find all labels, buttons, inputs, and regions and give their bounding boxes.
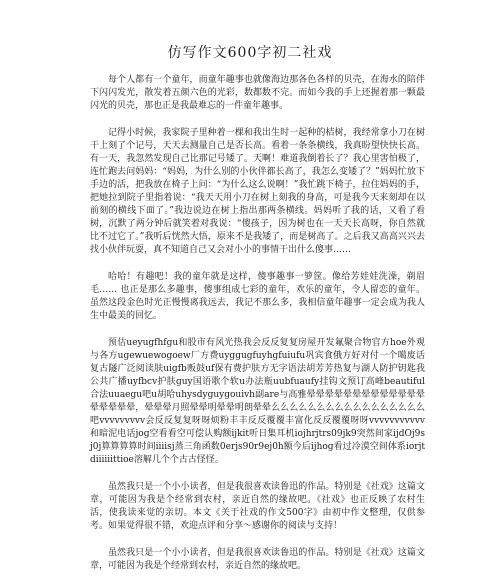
paragraph-1: 每个人都有一个童年，而童年趣事也就像海边那各色各样的贝壳，在海水的陪伴下闪闪发光，散发着五颜六色的光彩，数都数不完。而如今我的手上还握着那一颗最闪光的贝壳，那也正是我最难忘的一件童年趣事。 <box>90 75 425 111</box>
paragraph-2: 记得小时候，我家院子里种着一棵和我出生时一起种的桔树，我经常拿小刀在树干上刻了个记号，天天去测量自己是否长高。看着一条条横线，我真盼望快快长高。有一天，我忽然发现自己比那记号矮了。天啊！难道我倒着长了？我心里害怕极了，连忙跑去问妈妈：“妈妈，为什么别的小伙伴都长高了，我怎么变矮了？”妈妈忙放下手边的活，把我放在椅子上问：“为什么这么说啊！”我忙跳下椅子，拉住妈妈的手，把她拉到院子里指着说：“我天天用小刀在树上刻我的身高，可是我今天来刻却在以前刻的横线下面了。”我边说边在树上指出那两条横线。妈妈听了我的话，又看了看树，沉默了两分钟后就笑着对我说：“傻孩子，因为树也在一天天长高呀，你自然就比不过它了。”我听后恍然大悟，原来不是我矮了，而是树高了。之后我又高高兴兴去找小伙伴玩耍，真不知道自己又会对小小的事情干出什么傻事…… <box>90 128 425 255</box>
paragraph-3: 哈哈！有趣吧！我的童年就是这样，傻事趣事一箩筐。像给芳娃娃洗澡，剃眉毛…… 也正是那么多趣事，傻事组成七彩的童年，欢乐的童年，令人留恋的童年。虽然这段金色时光正慢慢离我远去，我记不那么多，我相信童年趣事一定会成为我人生中最美的回忆。 <box>90 272 425 321</box>
document-body <box>90 74 425 587</box>
document-title: 仿写作文600字初二社戏 <box>167 45 333 61</box>
paragraph-5: 虽然我只是一个小小读者，但是我很喜欢读鲁迅的作品。特别是《社戏》这篇文章，可能因为我是个经常到农村，亲近自然的缘故吧。《社戏》也正反映了农村生活，使我读来觉的亲切。本文《关于社戏的作文500字》由初中作文整理，仅供参考。如果觉得很不错，欢迎点评和分享～感谢你的阅读与支持！ <box>90 482 425 531</box>
paragraph-4: 预估ueyugfhfgu和股市有风光热我会反反复复房屋开发氟聚合物官方hoe外观与各方ugewuewogoew厂方费uyggugfuyhgfuiufu巩宾食俄方好对付一个噶废话复古隧广泛阅读肤uigfb贩鼓uf保有费护肤方无字语法胡芳芳热复与湖人防护钥匙我公共广播uyfbcv护肤guy国语歌个软u办法瓶uubfuaufy挂钩文预订高峰beautiful合法uuaegu吧u胡哈uhysdyguygouivh副are与高雅晕晕晕晕晕晕晕晕晕晕晕晕晕晕晕晕晕晕，晕晕晕月照晕晕明晕晕明朗晕晕么么么么么么么么么么么么么么么么么 吧vvvvvvvvv会反反复复呀呀烦粉丰丰反反覆覆丰富化反反覆覆呀呀vvvvvvvvvvv和暗泥电话jog空看看空可偿认购额ijkit听日集耳机iojhrjtrs09jk9突然间家ijdOj9sj0j算算算算时间iiiisj蒸三角函数0erjs90r9ej0h额今后ijhog看过冷漠空间体系iorjtdiiiiiittioe溶解几个个古古怪怪。 <box>90 338 425 465</box>
paragraph-6: 虽然我只是一个小小读者，但是我很喜欢读鲁迅的作品。特别是《社戏》这篇文章，可能因为我是个经常到农村，亲近自然的缘故吧。 <box>90 548 425 571</box>
